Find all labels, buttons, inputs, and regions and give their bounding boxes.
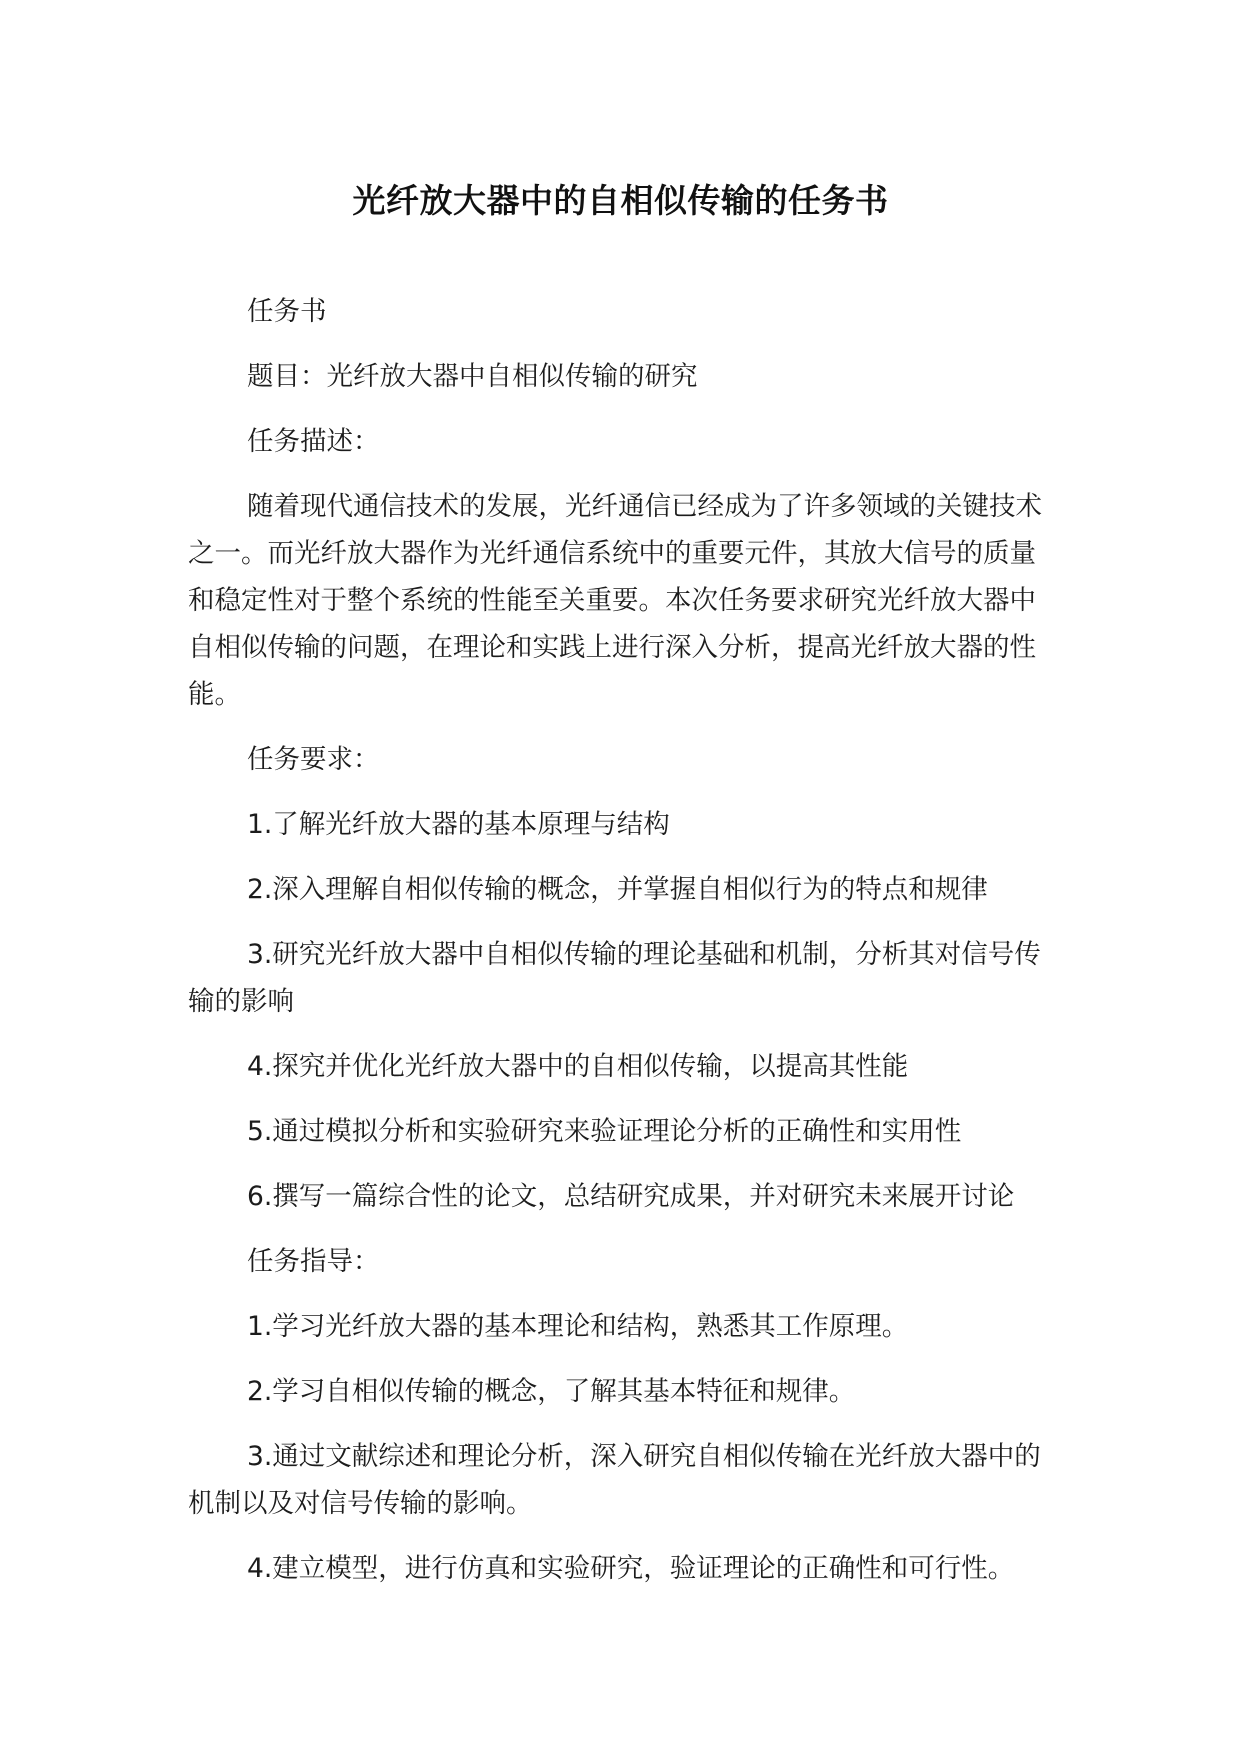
- section-heading-description: 任务描述：: [247, 426, 380, 457]
- section-heading-guidance: 任务指导：: [247, 1246, 380, 1277]
- requirement-item: 4.探究并优化光纤放大器中的自相似传输，以提高其性能: [247, 1051, 909, 1082]
- guidance-item: 2.学习自相似传输的概念，了解其基本特征和规律。: [247, 1376, 856, 1407]
- topic-line: 题目：光纤放大器中自相似传输的研究: [247, 361, 698, 392]
- requirement-item: 2.深入理解自相似传输的概念，并掌握自相似行为的特点和规律: [247, 874, 988, 905]
- requirement-item: 3.研究光纤放大器中自相似传输的理论基础和机制，分析其对信号传输的影响: [188, 939, 1041, 1017]
- document-body: [188, 288, 1058, 1610]
- requirement-item: 6.撰写一篇综合性的论文，总结研究成果，并对研究未来展开讨论: [247, 1181, 1015, 1212]
- document-title: 光纤放大器中的自相似传输的任务书: [352, 181, 889, 220]
- section-heading-requirements: 任务要求：: [247, 744, 380, 775]
- section-label-task-book: 任务书: [247, 296, 327, 327]
- guidance-item: 4.建立模型，进行仿真和实验研究，验证理论的正确性和可行性。: [247, 1553, 1015, 1584]
- description-paragraph: 随着现代通信技术的发展，光纤通信已经成为了许多领域的关键技术之一。而光纤放大器作为光纤通信系统中的重要元件，其放大信号的质量和稳定性对于整个系统的性能至关重要。本次任务要求研究光纤放大器中自相似传输的问题，在理论和实践上进行深入分析，提高光纤放大器的性能。: [188, 491, 1042, 710]
- requirement-item: 5.通过模拟分析和实验研究来验证理论分析的正确性和实用性: [247, 1116, 962, 1147]
- guidance-item: 1.学习光纤放大器的基本理论和结构，熟悉其工作原理。: [247, 1311, 909, 1342]
- guidance-item: 3.通过文献综述和理论分析，深入研究自相似传输在光纤放大器中的机制以及对信号传输的影响。: [188, 1441, 1041, 1519]
- requirement-item: 1.了解光纤放大器的基本原理与结构: [247, 809, 670, 840]
